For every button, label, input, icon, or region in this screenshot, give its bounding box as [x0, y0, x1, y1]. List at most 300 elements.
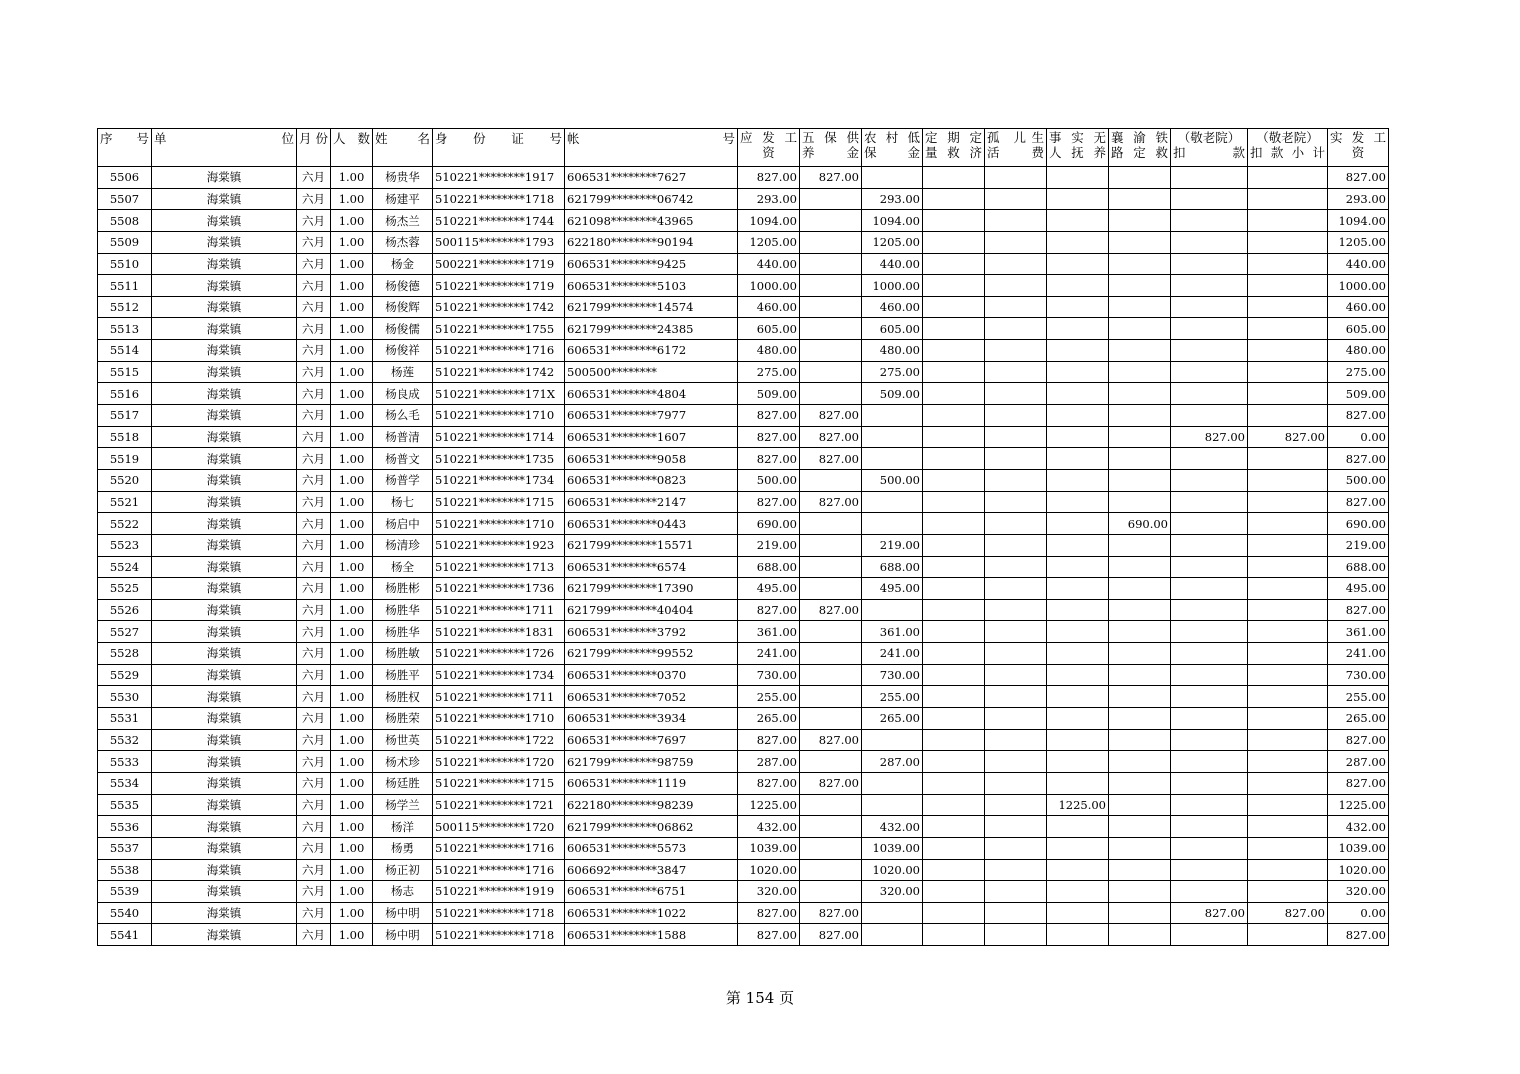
cell-name: 杨学兰 — [373, 794, 433, 816]
cell-count: 1.00 — [331, 664, 373, 686]
table-row — [98, 859, 1389, 881]
cell-unit: 海棠镇 — [152, 902, 297, 924]
cell-gross-pay: 827.00 — [738, 491, 800, 513]
cell-dingliang — [923, 275, 985, 297]
cell-dibao: 480.00 — [862, 340, 923, 362]
cell-unit: 海棠镇 — [152, 469, 297, 491]
cell-id-number: 510221********1715 — [433, 491, 565, 513]
cell-deduct-subtotal — [1248, 556, 1328, 578]
cell-count: 1.00 — [331, 859, 373, 881]
cell-orphan — [985, 296, 1047, 318]
cell-wubao — [800, 794, 862, 816]
cell-unit: 海棠镇 — [152, 859, 297, 881]
cell-month: 六月 — [297, 772, 331, 794]
cell-net-pay: 0.00 — [1328, 426, 1389, 448]
cell-seq: 5507 — [98, 188, 152, 210]
col-header-count: 人 数 — [331, 129, 373, 167]
cell-shishi — [1047, 621, 1109, 643]
cell-shishi — [1047, 448, 1109, 470]
col-header-dingliang: 定 期 定 量 救 济 — [923, 129, 985, 167]
cell-dibao: 293.00 — [862, 188, 923, 210]
cell-deduct — [1171, 664, 1248, 686]
cell-seq: 5512 — [98, 296, 152, 318]
cell-dibao: 500.00 — [862, 469, 923, 491]
cell-unit: 海棠镇 — [152, 599, 297, 621]
cell-xiangyu — [1109, 859, 1171, 881]
cell-seq: 5533 — [98, 751, 152, 773]
cell-net-pay: 241.00 — [1328, 643, 1389, 665]
cell-deduct — [1171, 491, 1248, 513]
col-header-wubao: 五 保 供 养 金 — [800, 129, 862, 167]
cell-shishi — [1047, 513, 1109, 535]
cell-net-pay: 509.00 — [1328, 383, 1389, 405]
cell-wubao: 827.00 — [800, 599, 862, 621]
cell-unit: 海棠镇 — [152, 708, 297, 730]
cell-id-number: 510221********1721 — [433, 794, 565, 816]
cell-month: 六月 — [297, 426, 331, 448]
cell-net-pay: 1094.00 — [1328, 210, 1389, 232]
cell-orphan — [985, 924, 1047, 946]
cell-account: 621799********14574 — [565, 296, 738, 318]
cell-unit: 海棠镇 — [152, 621, 297, 643]
cell-dingliang — [923, 708, 985, 730]
cell-shishi — [1047, 210, 1109, 232]
cell-account: 621799********17390 — [565, 578, 738, 600]
cell-dingliang — [923, 534, 985, 556]
cell-unit: 海棠镇 — [152, 448, 297, 470]
cell-seq: 5535 — [98, 794, 152, 816]
table-row — [98, 448, 1389, 470]
table-row — [98, 621, 1389, 643]
page-number: 第 154 页 — [725, 989, 795, 1007]
col-header-name: 姓 名 — [373, 129, 433, 167]
cell-name: 杨世英 — [373, 729, 433, 751]
cell-unit: 海棠镇 — [152, 881, 297, 903]
table-row — [98, 729, 1389, 751]
cell-dingliang — [923, 383, 985, 405]
cell-net-pay: 320.00 — [1328, 881, 1389, 903]
cell-deduct — [1171, 513, 1248, 535]
cell-orphan — [985, 881, 1047, 903]
cell-name: 杨普文 — [373, 448, 433, 470]
cell-month: 六月 — [297, 318, 331, 340]
cell-name: 杨胜权 — [373, 686, 433, 708]
cell-account: 606531********0370 — [565, 664, 738, 686]
table-row — [98, 296, 1389, 318]
cell-id-number: 510221********1710 — [433, 405, 565, 427]
col-header-gross: 应 发 工 资 — [738, 129, 800, 167]
cell-seq: 5521 — [98, 491, 152, 513]
cell-seq: 5522 — [98, 513, 152, 535]
cell-month: 六月 — [297, 621, 331, 643]
cell-deduct-subtotal — [1248, 448, 1328, 470]
cell-net-pay: 1225.00 — [1328, 794, 1389, 816]
cell-name: 杨廷胜 — [373, 772, 433, 794]
cell-unit: 海棠镇 — [152, 578, 297, 600]
cell-count: 1.00 — [331, 405, 373, 427]
cell-wubao — [800, 231, 862, 253]
cell-wubao — [800, 556, 862, 578]
cell-dibao: 241.00 — [862, 643, 923, 665]
cell-deduct-subtotal — [1248, 296, 1328, 318]
cell-account: 606531********7052 — [565, 686, 738, 708]
cell-orphan — [985, 729, 1047, 751]
cell-dingliang — [923, 556, 985, 578]
cell-name: 杨莲 — [373, 361, 433, 383]
cell-wubao: 827.00 — [800, 924, 862, 946]
cell-net-pay: 293.00 — [1328, 188, 1389, 210]
cell-deduct — [1171, 275, 1248, 297]
cell-seq: 5537 — [98, 837, 152, 859]
cell-count: 1.00 — [331, 491, 373, 513]
cell-orphan — [985, 340, 1047, 362]
cell-seq: 5540 — [98, 902, 152, 924]
cell-unit: 海棠镇 — [152, 188, 297, 210]
cell-deduct-subtotal — [1248, 188, 1328, 210]
cell-id-number: 510221********1917 — [433, 167, 565, 189]
cell-shishi — [1047, 686, 1109, 708]
cell-dingliang — [923, 426, 985, 448]
table-row — [98, 340, 1389, 362]
table-row — [98, 772, 1389, 794]
cell-id-number: 510221********1716 — [433, 859, 565, 881]
cell-name: 杨建平 — [373, 188, 433, 210]
cell-month: 六月 — [297, 599, 331, 621]
table-row — [98, 534, 1389, 556]
cell-unit: 海棠镇 — [152, 318, 297, 340]
cell-wubao: 827.00 — [800, 772, 862, 794]
cell-dibao: 688.00 — [862, 556, 923, 578]
cell-seq: 5538 — [98, 859, 152, 881]
cell-shishi — [1047, 167, 1109, 189]
cell-deduct-subtotal: 827.00 — [1248, 426, 1328, 448]
cell-xiangyu — [1109, 405, 1171, 427]
cell-seq: 5541 — [98, 924, 152, 946]
cell-wubao — [800, 816, 862, 838]
cell-shishi — [1047, 275, 1109, 297]
cell-net-pay: 287.00 — [1328, 751, 1389, 773]
cell-count: 1.00 — [331, 534, 373, 556]
cell-wubao — [800, 578, 862, 600]
cell-gross-pay: 432.00 — [738, 816, 800, 838]
cell-dingliang — [923, 729, 985, 751]
cell-net-pay: 827.00 — [1328, 491, 1389, 513]
cell-deduct — [1171, 210, 1248, 232]
cell-net-pay: 495.00 — [1328, 578, 1389, 600]
cell-count: 1.00 — [331, 383, 373, 405]
cell-wubao: 827.00 — [800, 405, 862, 427]
cell-dibao: 265.00 — [862, 708, 923, 730]
cell-seq: 5525 — [98, 578, 152, 600]
cell-xiangyu — [1109, 578, 1171, 600]
table-body — [98, 167, 1389, 946]
cell-gross-pay: 827.00 — [738, 902, 800, 924]
cell-dibao: 255.00 — [862, 686, 923, 708]
cell-dibao: 219.00 — [862, 534, 923, 556]
cell-account: 621799********06742 — [565, 188, 738, 210]
table-row — [98, 578, 1389, 600]
cell-gross-pay: 827.00 — [738, 772, 800, 794]
cell-xiangyu — [1109, 469, 1171, 491]
cell-dibao — [862, 729, 923, 751]
cell-wubao: 827.00 — [800, 902, 862, 924]
cell-shishi — [1047, 188, 1109, 210]
table-row — [98, 210, 1389, 232]
cell-gross-pay: 219.00 — [738, 534, 800, 556]
cell-account: 606531********3792 — [565, 621, 738, 643]
cell-seq: 5524 — [98, 556, 152, 578]
cell-month: 六月 — [297, 405, 331, 427]
cell-count: 1.00 — [331, 167, 373, 189]
cell-xiangyu — [1109, 664, 1171, 686]
cell-name: 杨良成 — [373, 383, 433, 405]
cell-account: 606531********9058 — [565, 448, 738, 470]
cell-net-pay: 1205.00 — [1328, 231, 1389, 253]
cell-xiangyu — [1109, 383, 1171, 405]
cell-count: 1.00 — [331, 902, 373, 924]
cell-net-pay: 827.00 — [1328, 924, 1389, 946]
cell-shishi — [1047, 599, 1109, 621]
cell-xiangyu — [1109, 231, 1171, 253]
cell-dibao — [862, 924, 923, 946]
cell-net-pay: 440.00 — [1328, 253, 1389, 275]
cell-shishi — [1047, 924, 1109, 946]
table-row — [98, 751, 1389, 773]
cell-net-pay: 1039.00 — [1328, 837, 1389, 859]
cell-deduct-subtotal — [1248, 167, 1328, 189]
cell-name: 杨洋 — [373, 816, 433, 838]
cell-name: 杨胜平 — [373, 664, 433, 686]
cell-gross-pay: 1039.00 — [738, 837, 800, 859]
cell-shishi — [1047, 643, 1109, 665]
cell-wubao — [800, 383, 862, 405]
cell-deduct — [1171, 708, 1248, 730]
cell-name: 杨清珍 — [373, 534, 433, 556]
cell-dibao: 361.00 — [862, 621, 923, 643]
cell-id-number: 510221********1736 — [433, 578, 565, 600]
cell-shishi — [1047, 902, 1109, 924]
cell-count: 1.00 — [331, 837, 373, 859]
cell-dibao: 605.00 — [862, 318, 923, 340]
cell-unit: 海棠镇 — [152, 794, 297, 816]
cell-deduct — [1171, 794, 1248, 816]
cell-name: 杨胜荣 — [373, 708, 433, 730]
cell-xiangyu — [1109, 188, 1171, 210]
cell-id-number: 510221********1923 — [433, 534, 565, 556]
table-row — [98, 794, 1389, 816]
cell-dibao — [862, 167, 923, 189]
cell-name: 杨全 — [373, 556, 433, 578]
cell-count: 1.00 — [331, 253, 373, 275]
cell-deduct — [1171, 361, 1248, 383]
cell-dingliang — [923, 686, 985, 708]
cell-deduct — [1171, 469, 1248, 491]
cell-dingliang — [923, 469, 985, 491]
cell-id-number: 510221********1716 — [433, 340, 565, 362]
cell-wubao — [800, 664, 862, 686]
cell-net-pay: 688.00 — [1328, 556, 1389, 578]
cell-net-pay: 827.00 — [1328, 405, 1389, 427]
cell-id-number: 510221********1735 — [433, 448, 565, 470]
cell-xiangyu — [1109, 491, 1171, 513]
cell-account: 606531********5573 — [565, 837, 738, 859]
cell-name: 杨胜华 — [373, 599, 433, 621]
cell-dibao — [862, 513, 923, 535]
table-row — [98, 383, 1389, 405]
cell-dibao: 460.00 — [862, 296, 923, 318]
cell-gross-pay: 690.00 — [738, 513, 800, 535]
cell-account: 606531********1588 — [565, 924, 738, 946]
table-row — [98, 902, 1389, 924]
cell-name: 杨么毛 — [373, 405, 433, 427]
cell-deduct — [1171, 816, 1248, 838]
cell-dingliang — [923, 664, 985, 686]
cell-month: 六月 — [297, 881, 331, 903]
cell-month: 六月 — [297, 578, 331, 600]
cell-dibao: 1094.00 — [862, 210, 923, 232]
cell-unit: 海棠镇 — [152, 210, 297, 232]
cell-month: 六月 — [297, 188, 331, 210]
cell-name: 杨勇 — [373, 837, 433, 859]
cell-unit: 海棠镇 — [152, 383, 297, 405]
cell-month: 六月 — [297, 751, 331, 773]
cell-count: 1.00 — [331, 448, 373, 470]
cell-deduct-subtotal — [1248, 621, 1328, 643]
cell-orphan — [985, 513, 1047, 535]
cell-seq: 5510 — [98, 253, 152, 275]
cell-deduct: 827.00 — [1171, 426, 1248, 448]
cell-dingliang — [923, 816, 985, 838]
cell-id-number: 510221********1831 — [433, 621, 565, 643]
cell-wubao — [800, 643, 862, 665]
cell-dibao: 1205.00 — [862, 231, 923, 253]
cell-dibao: 509.00 — [862, 383, 923, 405]
cell-count: 1.00 — [331, 231, 373, 253]
cell-gross-pay: 827.00 — [738, 729, 800, 751]
cell-name: 杨术珍 — [373, 751, 433, 773]
cell-unit: 海棠镇 — [152, 772, 297, 794]
cell-dibao: 432.00 — [862, 816, 923, 838]
cell-dibao: 287.00 — [862, 751, 923, 773]
cell-seq: 5531 — [98, 708, 152, 730]
cell-shishi — [1047, 881, 1109, 903]
cell-month: 六月 — [297, 361, 331, 383]
cell-month: 六月 — [297, 816, 331, 838]
cell-gross-pay: 1205.00 — [738, 231, 800, 253]
cell-month: 六月 — [297, 513, 331, 535]
cell-shishi — [1047, 296, 1109, 318]
cell-dingliang — [923, 794, 985, 816]
cell-deduct-subtotal — [1248, 340, 1328, 362]
cell-deduct — [1171, 296, 1248, 318]
cell-orphan — [985, 383, 1047, 405]
cell-gross-pay: 1020.00 — [738, 859, 800, 881]
col-header-seq: 序 号 — [98, 129, 152, 167]
cell-id-number: 500115********1720 — [433, 816, 565, 838]
cell-id-number: 510221********1719 — [433, 275, 565, 297]
cell-dibao — [862, 426, 923, 448]
cell-wubao — [800, 708, 862, 730]
cell-shishi — [1047, 426, 1109, 448]
cell-unit: 海棠镇 — [152, 231, 297, 253]
cell-deduct — [1171, 231, 1248, 253]
table-row — [98, 318, 1389, 340]
cell-shishi — [1047, 729, 1109, 751]
cell-orphan — [985, 794, 1047, 816]
cell-xiangyu — [1109, 881, 1171, 903]
cell-gross-pay: 287.00 — [738, 751, 800, 773]
cell-shishi — [1047, 708, 1109, 730]
cell-xiangyu — [1109, 275, 1171, 297]
cell-net-pay: 219.00 — [1328, 534, 1389, 556]
cell-count: 1.00 — [331, 772, 373, 794]
cell-gross-pay: 1000.00 — [738, 275, 800, 297]
cell-seq: 5519 — [98, 448, 152, 470]
cell-name: 杨胜彬 — [373, 578, 433, 600]
cell-account: 500500******** — [565, 361, 738, 383]
cell-unit: 海棠镇 — [152, 491, 297, 513]
cell-xiangyu — [1109, 599, 1171, 621]
cell-xiangyu — [1109, 296, 1171, 318]
cell-count: 1.00 — [331, 275, 373, 297]
cell-seq: 5518 — [98, 426, 152, 448]
cell-account: 606531********6751 — [565, 881, 738, 903]
cell-month: 六月 — [297, 794, 331, 816]
cell-wubao: 827.00 — [800, 729, 862, 751]
cell-seq: 5536 — [98, 816, 152, 838]
cell-wubao — [800, 859, 862, 881]
cell-deduct-subtotal — [1248, 837, 1328, 859]
cell-dingliang — [923, 210, 985, 232]
cell-shishi — [1047, 859, 1109, 881]
cell-deduct-subtotal — [1248, 491, 1328, 513]
cell-orphan — [985, 426, 1047, 448]
cell-deduct — [1171, 621, 1248, 643]
cell-deduct-subtotal — [1248, 599, 1328, 621]
cell-shishi — [1047, 253, 1109, 275]
cell-account: 621799********24385 — [565, 318, 738, 340]
cell-name: 杨启中 — [373, 513, 433, 535]
cell-dibao — [862, 794, 923, 816]
cell-xiangyu — [1109, 167, 1171, 189]
cell-id-number: 510221********1742 — [433, 296, 565, 318]
cell-account: 606531********1607 — [565, 426, 738, 448]
cell-deduct-subtotal — [1248, 924, 1328, 946]
cell-month: 六月 — [297, 643, 331, 665]
cell-deduct-subtotal — [1248, 578, 1328, 600]
cell-account: 606531********3934 — [565, 708, 738, 730]
cell-month: 六月 — [297, 902, 331, 924]
cell-seq: 5517 — [98, 405, 152, 427]
cell-account: 606531********7627 — [565, 167, 738, 189]
cell-wubao — [800, 340, 862, 362]
cell-month: 六月 — [297, 686, 331, 708]
cell-account: 621799********98759 — [565, 751, 738, 773]
cell-deduct-subtotal — [1248, 469, 1328, 491]
cell-count: 1.00 — [331, 686, 373, 708]
cell-deduct — [1171, 643, 1248, 665]
cell-gross-pay: 509.00 — [738, 383, 800, 405]
table-row — [98, 556, 1389, 578]
cell-deduct — [1171, 924, 1248, 946]
cell-shishi — [1047, 816, 1109, 838]
cell-month: 六月 — [297, 556, 331, 578]
cell-xiangyu: 690.00 — [1109, 513, 1171, 535]
cell-deduct — [1171, 318, 1248, 340]
cell-seq: 5513 — [98, 318, 152, 340]
cell-dingliang — [923, 881, 985, 903]
cell-net-pay: 827.00 — [1328, 729, 1389, 751]
